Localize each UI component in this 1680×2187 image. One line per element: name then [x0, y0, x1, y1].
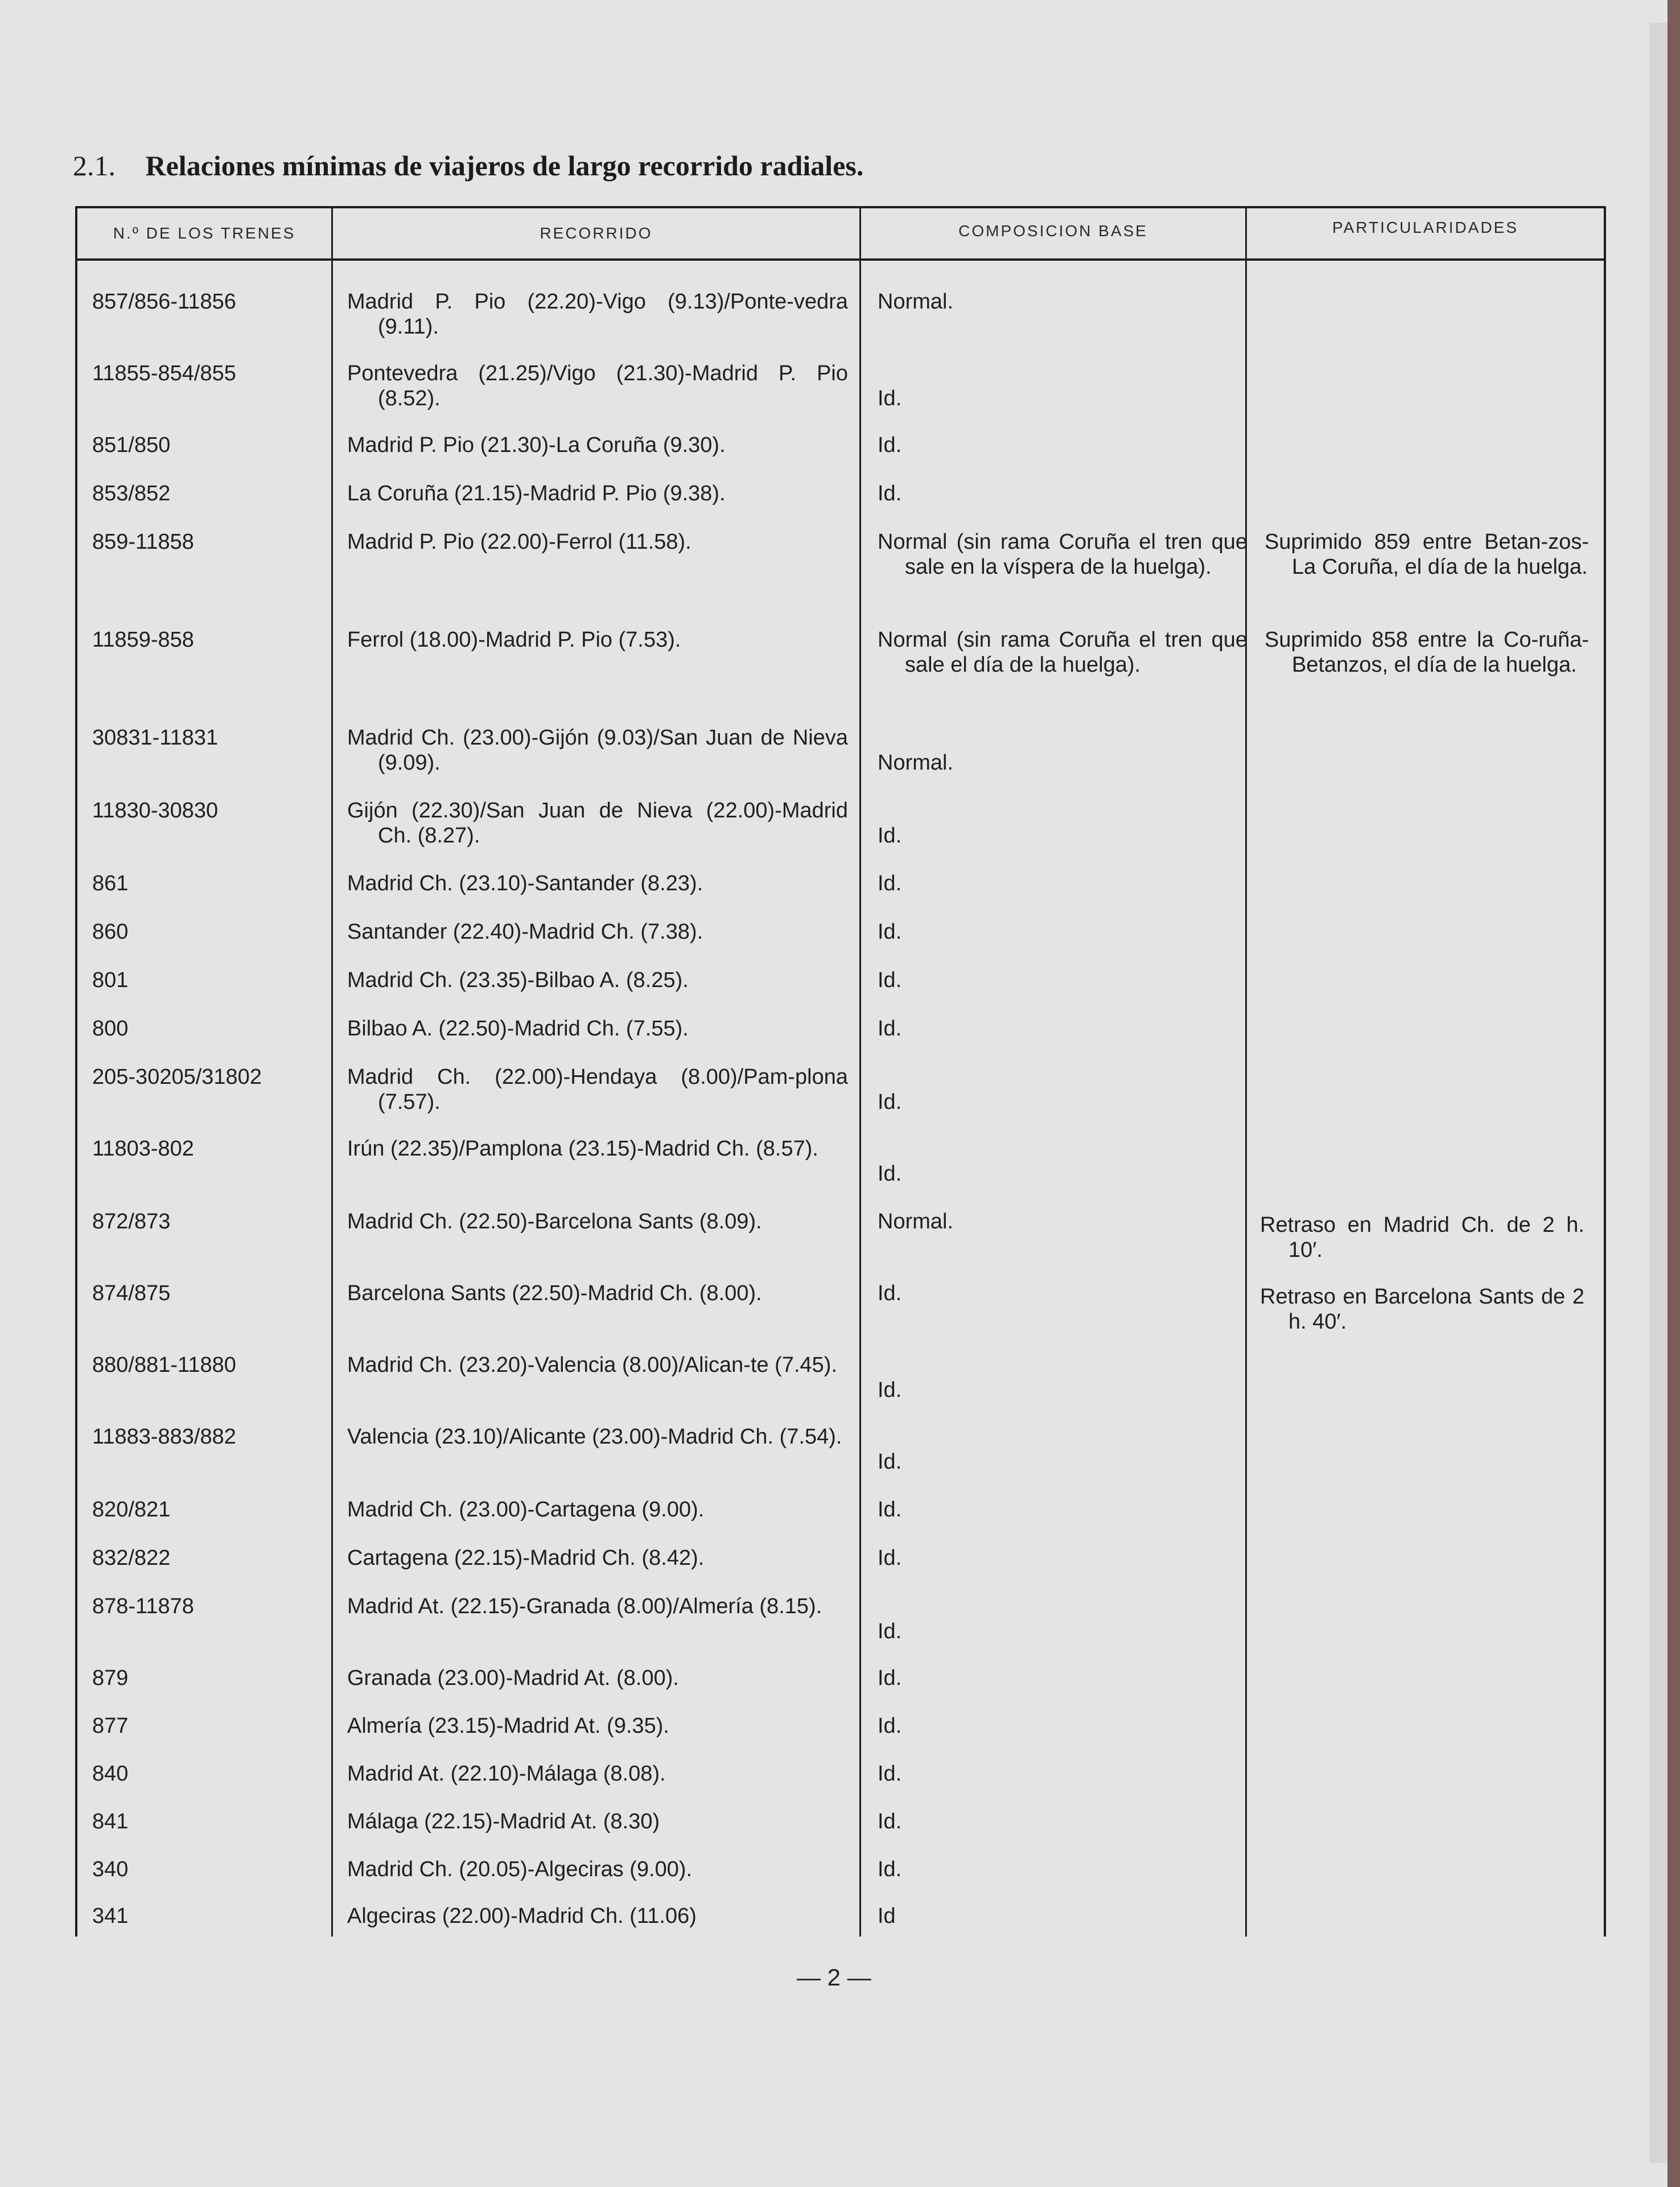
table-row — [75, 1904, 1606, 1938]
cell-composicion — [878, 529, 1247, 579]
cell-particularidades — [1265, 529, 1589, 579]
cell-trenes: 801 — [92, 968, 129, 992]
cell-trenes: 874/875 — [92, 1281, 171, 1305]
recorrido-text: Madrid P. Pio (22.20)-Vigo (9.13)/Ponte-vedra (9.11). — [347, 290, 848, 339]
cell-trenes: 859-11858 — [92, 530, 194, 554]
table-row — [75, 919, 1606, 965]
cell-recorrido — [347, 1353, 848, 1378]
header-composicion: COMPOSICION BASE — [958, 222, 1148, 240]
cell-composicion: Id. — [878, 1162, 902, 1186]
cell-composicion: Id. — [878, 1546, 902, 1570]
cell-particularidades — [1260, 1212, 1584, 1263]
table-row — [75, 433, 1606, 478]
cell-trenes: 860 — [92, 920, 129, 944]
cell-recorrido: Santander (22.40)-Madrid Ch. (7.38). — [347, 920, 703, 944]
cell-recorrido — [347, 361, 848, 411]
cell-trenes: 861 — [92, 871, 129, 895]
composicion-text: Normal (sin rama Coruña el tren que sale el día de la huelga). — [878, 628, 1247, 677]
cell-trenes: 841 — [92, 1810, 129, 1834]
cell-trenes: 880/881-11880 — [92, 1353, 236, 1377]
cell-recorrido: Algeciras (22.00)-Madrid Ch. (11.06) — [347, 1904, 697, 1928]
table-row — [75, 1594, 1606, 1662]
cell-recorrido — [347, 725, 848, 775]
page-number: — 2 — — [797, 1964, 871, 1991]
cell-composicion: Id. — [878, 1810, 902, 1834]
table-row — [75, 481, 1606, 527]
table-row — [75, 529, 1606, 623]
table-row — [75, 1136, 1606, 1205]
cell-recorrido: La Coruña (21.15)-Madrid P. Pio (9.38). — [347, 482, 726, 505]
cell-composicion: Normal. — [878, 290, 954, 314]
particularidades-text: Suprimido 858 entre la Co-ruña-Betanzos, el día de la huelga. — [1265, 628, 1589, 677]
table-row — [75, 1497, 1606, 1543]
cell-recorrido: Ferrol (18.00)-Madrid P. Pio (7.53). — [347, 628, 681, 652]
particularidades-text: Retraso en Madrid Ch. de 2 h. 10′. — [1260, 1213, 1584, 1262]
cell-recorrido: Cartagena (22.15)-Madrid Ch. (8.42). — [347, 1546, 705, 1570]
cell-composicion: Id. — [878, 1281, 902, 1305]
header-trenes: N.º DE LOS TRENES — [113, 224, 296, 242]
cell-trenes: 11883-883/882 — [92, 1425, 236, 1449]
header-particularidades: PARTICULARIDADES — [1332, 219, 1519, 236]
table-row — [75, 1545, 1606, 1591]
particularidades-text: Retraso en Barcelona Sants de 2 h. 40′. — [1260, 1285, 1584, 1334]
table-row — [75, 1281, 1606, 1349]
trains-table — [75, 206, 1606, 1937]
cell-recorrido: Madrid At. (22.10)-Málaga (8.08). — [347, 1762, 666, 1786]
cell-trenes: 878-11878 — [92, 1594, 194, 1618]
cell-particularidades — [1260, 1284, 1584, 1334]
cell-trenes: 11830-30830 — [92, 799, 219, 823]
recorrido-text: Irún (22.35)/Pamplona (23.15)-Madrid Ch. (8.57). — [347, 1137, 818, 1161]
cell-composicion: Id. — [878, 1762, 902, 1786]
cell-recorrido: Madrid Ch. (23.00)-Cartagena (9.00). — [347, 1498, 705, 1522]
cell-composicion — [878, 627, 1247, 677]
cell-trenes: 853/852 — [92, 482, 171, 505]
table-row — [75, 1713, 1606, 1759]
table-row — [75, 1424, 1606, 1493]
recorrido-text: Madrid Ch. (23.20)-Valencia (8.00)/Alican-te (7.45). — [347, 1353, 838, 1377]
cell-composicion: Id. — [878, 1450, 902, 1474]
cell-composicion: Id. — [878, 968, 902, 992]
cell-recorrido — [347, 289, 848, 339]
cell-trenes: 877 — [92, 1714, 129, 1738]
cell-composicion: Id. — [878, 1090, 902, 1114]
cell-trenes: 840 — [92, 1762, 129, 1786]
table-top-rule — [75, 206, 1606, 208]
cell-trenes: 11803-802 — [92, 1137, 194, 1161]
cell-recorrido: Granada (23.00)-Madrid At. (8.00). — [347, 1666, 679, 1690]
table-row — [75, 798, 1606, 866]
composicion-text: Normal (sin rama Coruña el tren que sale en la víspera de la huelga). — [878, 530, 1247, 579]
table-row — [75, 968, 1606, 1013]
cell-composicion: Normal. — [878, 751, 954, 775]
table-row — [75, 1209, 1606, 1277]
cell-trenes: 11859-858 — [92, 628, 194, 652]
cell-recorrido — [347, 1424, 848, 1449]
recorrido-text: Pontevedra (21.25)/Vigo (21.30)-Madrid P. Pio (8.52). — [347, 361, 848, 410]
cell-composicion: Id. — [878, 1498, 902, 1522]
cell-recorrido: Bilbao A. (22.50)-Madrid Ch. (7.55). — [347, 1017, 689, 1041]
cell-recorrido: Barcelona Sants (22.50)-Madrid Ch. (8.00). — [347, 1281, 762, 1305]
cell-composicion: Id — [878, 1904, 896, 1928]
section-title — [73, 149, 863, 182]
table-row — [75, 871, 1606, 916]
header-recorrido: RECORRIDO — [540, 224, 653, 242]
cell-recorrido: Madrid Ch. (23.10)-Santander (8.23). — [347, 871, 703, 895]
cell-recorrido: Madrid P. Pio (22.00)-Ferrol (11.58). — [347, 530, 691, 554]
cell-trenes: 800 — [92, 1017, 129, 1041]
cell-trenes: 11855-854/855 — [92, 361, 236, 385]
cell-recorrido — [347, 798, 848, 848]
cell-composicion: Id. — [878, 1619, 902, 1643]
cell-recorrido: Málaga (22.15)-Madrid At. (8.30) — [347, 1810, 660, 1834]
section-number: 2.1. — [73, 150, 116, 182]
cell-recorrido — [347, 1136, 848, 1161]
table-row — [75, 1666, 1606, 1711]
header-bottom-rule — [75, 258, 1606, 261]
page-edge — [1649, 23, 1667, 2163]
cell-recorrido: Madrid Ch. (23.35)-Bilbao A. (8.25). — [347, 968, 689, 992]
cell-trenes: 820/821 — [92, 1498, 171, 1522]
cell-composicion: Id. — [878, 1378, 902, 1402]
cell-trenes: 205-30205/31802 — [92, 1065, 262, 1089]
cell-composicion: Id. — [878, 387, 902, 410]
cell-particularidades — [1265, 627, 1589, 677]
cell-composicion: Id. — [878, 1666, 902, 1690]
cell-trenes: 872/873 — [92, 1210, 171, 1234]
cell-trenes: 851/850 — [92, 433, 171, 457]
cell-composicion: Id. — [878, 824, 902, 848]
particularidades-text: Suprimido 859 entre Betan-zos-La Coruña, el día de la huelga. — [1265, 530, 1589, 579]
cell-composicion: Id. — [878, 433, 902, 457]
table-row — [75, 1064, 1606, 1133]
table-row — [75, 1353, 1606, 1421]
recorrido-text: Madrid Ch. (23.00)-Gijón (9.03)/San Juan de Nieva (9.09). — [347, 726, 848, 775]
cell-composicion: Id. — [878, 1017, 902, 1041]
cell-recorrido: Madrid Ch. (20.05)-Algeciras (9.00). — [347, 1857, 693, 1881]
recorrido-text: Gijón (22.30)/San Juan de Nieva (22.00)-Madrid Ch. (8.27). — [347, 799, 848, 848]
table-row — [75, 725, 1606, 794]
cell-recorrido: Almería (23.15)-Madrid At. (9.35). — [347, 1714, 669, 1738]
cell-trenes: 341 — [92, 1904, 129, 1928]
cell-recorrido: Madrid Ch. (22.50)-Barcelona Sants (8.09). — [347, 1210, 762, 1234]
cell-composicion: Id. — [878, 920, 902, 944]
table-row — [75, 1857, 1606, 1902]
cell-recorrido: Madrid P. Pio (21.30)-La Coruña (9.30). — [347, 433, 726, 457]
recorrido-text: Madrid Ch. (22.00)-Hendaya (8.00)/Pam-plona (7.57). — [347, 1065, 848, 1114]
table-row — [75, 361, 1606, 429]
recorrido-text: Valencia (23.10)/Alicante (23.00)-Madrid Ch. (7.54). — [347, 1425, 842, 1449]
table-row — [75, 1016, 1606, 1062]
cell-composicion: Id. — [878, 482, 902, 505]
cell-trenes: 832/822 — [92, 1546, 171, 1570]
table-row — [75, 627, 1606, 721]
table-row — [75, 289, 1606, 357]
table-row — [75, 1761, 1606, 1807]
cell-recorrido — [347, 1064, 848, 1115]
cell-composicion: Normal. — [878, 1210, 954, 1234]
cell-composicion: Id. — [878, 1857, 902, 1881]
cell-recorrido — [347, 1594, 848, 1619]
recorrido-text: Madrid At. (22.15)-Granada (8.00)/Almería (8.15). — [347, 1594, 822, 1618]
cell-trenes: 340 — [92, 1857, 129, 1881]
cell-composicion: Id. — [878, 1714, 902, 1738]
table-row — [75, 1809, 1606, 1855]
cell-composicion: Id. — [878, 871, 902, 895]
cell-trenes: 30831-11831 — [92, 726, 219, 750]
section-heading: Relaciones mínimas de viajeros de largo recorrido radiales. — [145, 150, 864, 182]
cell-trenes: 857/856-11856 — [92, 290, 236, 314]
cell-trenes: 879 — [92, 1666, 129, 1690]
